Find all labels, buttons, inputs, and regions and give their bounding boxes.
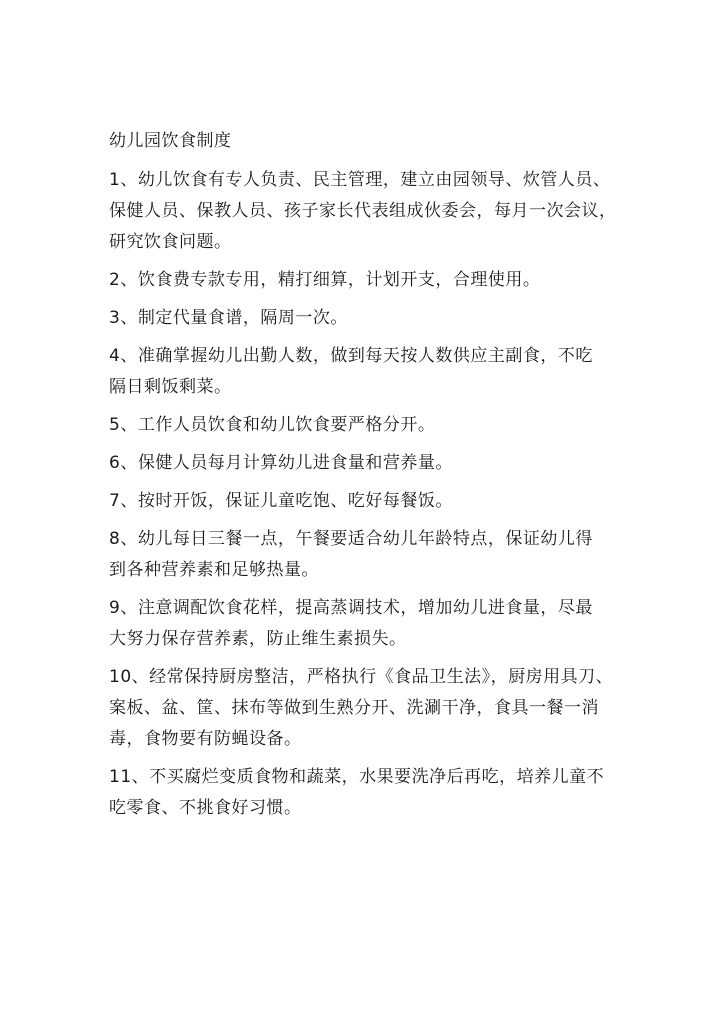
- document-body: [109, 128, 629, 831]
- rule-item-10: [109, 662, 629, 755]
- rule-item-7: [109, 486, 629, 517]
- rule-item-4: [109, 341, 629, 403]
- rule-line: 2、饮食费专款专用，精打细算，计划开支，合理使用。: [109, 270, 541, 290]
- rule-line: 8、幼儿每日三餐一点，午餐要适合幼儿年龄特点，保证幼儿得: [109, 529, 593, 549]
- rule-line: 3、制定代量食谱，隔周一次。: [109, 308, 348, 328]
- rule-item-8: [109, 524, 629, 586]
- rule-line: 7、按时开饭，保证儿童吃饱、吃好每餐饭。: [109, 491, 453, 511]
- rule-line: 保健人员、保教人员、孩子家长代表组成伙委会，每月一次会议，: [109, 201, 617, 221]
- rule-line: 4、准确掌握幼儿出勤人数，做到每天按人数供应主副食，不吃: [109, 346, 593, 366]
- rule-line: 11、不买腐烂变质食物和蔬菜，水果要洗净后再吃，培养儿童不: [109, 767, 605, 787]
- rule-item-6: [109, 448, 629, 479]
- rule-line: 6、保健人员每月计算幼儿进食量和营养量。: [109, 453, 453, 473]
- rule-item-5: [109, 410, 629, 441]
- rule-line: 大努力保存营养素，防止维生素损失。: [109, 629, 407, 649]
- rule-line: 9、注意调配饮食花样，提高蒸调技术，增加幼儿进食量，尽最: [109, 598, 593, 618]
- rule-item-9: [109, 593, 629, 655]
- rule-line: 10、经常保持厨房整洁，严格执行《食品卫生法》，厨房用具刀、: [109, 667, 614, 687]
- rule-line: 1、幼儿饮食有专人负责、民主管理，建立由园领导、炊管人员、: [109, 170, 611, 190]
- rule-line: 研究饮食问题。: [109, 232, 232, 252]
- rule-line: 5、工作人员饮食和幼儿饮食要严格分开。: [109, 415, 436, 435]
- rule-item-11: [109, 762, 629, 824]
- rule-line: 毒，食物要有防蝇设备。: [109, 729, 302, 749]
- rule-item-2: [109, 265, 629, 296]
- rule-line: 隔日剩饭剩菜。: [109, 377, 232, 397]
- rule-line: 到各种营养素和足够热量。: [109, 560, 319, 580]
- rule-line: 吃零食、不挑食好习惯。: [109, 798, 302, 818]
- rule-line: 案板、盆、筐、抹布等做到生熟分开、洗涮干净，食具一餐一消: [109, 698, 599, 718]
- rule-item-1: [109, 165, 629, 258]
- rule-item-3: [109, 303, 629, 334]
- document-title: 幼儿园饮食制度: [109, 131, 232, 151]
